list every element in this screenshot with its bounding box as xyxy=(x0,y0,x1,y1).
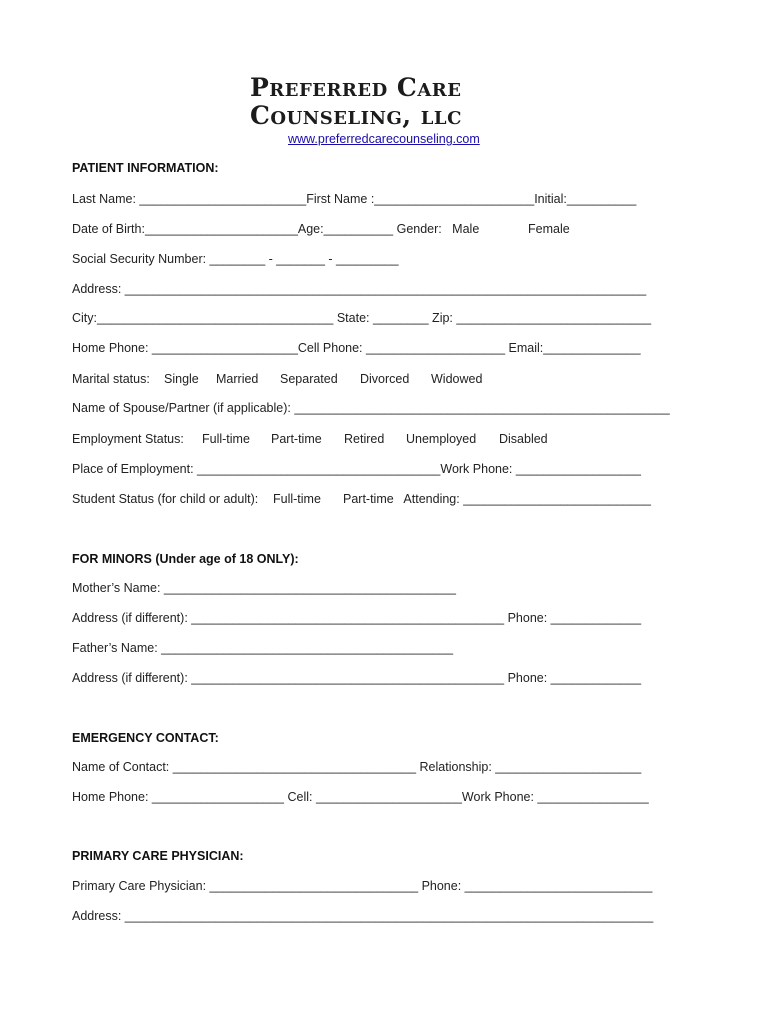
marital-option-single[interactable]: Single xyxy=(164,372,199,386)
spouse-line[interactable] xyxy=(72,401,670,415)
address-text: Address: ___________________________________________________________________________ xyxy=(72,282,647,296)
section-title-primary-care-physician: PRIMARY CARE PHYSICIAN: xyxy=(72,849,244,863)
emergency-contact-line[interactable] xyxy=(72,760,641,774)
physician-name-text: Primary Care Physician: ______________________________ Phone: ___________________________ xyxy=(72,879,653,893)
mother-name-text: Mother’s Name: __________________________________________ xyxy=(72,581,456,595)
physician-address-line[interactable] xyxy=(72,909,653,923)
form-header xyxy=(250,74,710,130)
phone-email-line[interactable] xyxy=(72,341,641,355)
mother-address-line[interactable] xyxy=(72,611,641,625)
city-state-zip-text: City:__________________________________ State: ________ Zip: ____________________________ xyxy=(72,311,652,325)
emergency-contact-text: Name of Contact: ___________________________________ Relationship: _____________________ xyxy=(72,760,642,774)
student-status-label: Student Status (for child or adult): xyxy=(72,492,259,506)
phone-email-text: Home Phone: _____________________Cell Phone: ____________________ Email:______________ xyxy=(72,341,641,355)
marital-option-widowed[interactable]: Widowed xyxy=(431,372,483,386)
emergency-phone-line[interactable] xyxy=(72,790,649,804)
name-fields-line[interactable] xyxy=(72,192,636,206)
dob-age-gender-text: Date of Birth:______________________Age:__________ Gender: Male xyxy=(72,222,480,236)
father-address-text: Address (if different): _____________________________________________ Phone: _____________ xyxy=(72,671,642,685)
student-option-full-time[interactable]: Full-time xyxy=(273,492,321,506)
employment-status-label: Employment Status: xyxy=(72,432,184,446)
marital-option-divorced[interactable]: Divorced xyxy=(360,372,410,386)
mother-name-line[interactable] xyxy=(72,581,456,595)
city-state-zip-line[interactable] xyxy=(72,311,651,325)
website-link[interactable]: www.preferredcarecounseling.com xyxy=(288,132,480,146)
place-of-employment-line[interactable] xyxy=(72,462,641,476)
ssn-line[interactable] xyxy=(72,252,399,266)
physician-address-text: Address: ____________________________________________________________________________ xyxy=(72,909,654,923)
ssn-text: Social Security Number: ________ - _______ - _________ xyxy=(72,252,399,266)
father-name-text: Father’s Name: __________________________________________ xyxy=(72,641,454,655)
employment-option-full-time[interactable]: Full-time xyxy=(202,432,250,446)
name-fields-text: Last Name: ________________________First Name :_______________________Initial:__________ xyxy=(72,192,637,206)
gender-option-female[interactable]: Female xyxy=(528,222,570,236)
father-name-line[interactable] xyxy=(72,641,453,655)
marital-option-married[interactable]: Married xyxy=(216,372,259,386)
mother-address-text: Address (if different): _____________________________________________ Phone: _____________ xyxy=(72,611,642,625)
address-line[interactable] xyxy=(72,282,646,296)
emergency-phone-text: Home Phone: ___________________ Cell: _____________________Work Phone: ________________ xyxy=(72,790,649,804)
employment-option-retired[interactable]: Retired xyxy=(344,432,385,446)
spouse-text: Name of Spouse/Partner (if applicable): ______________________________________________________ xyxy=(72,401,670,415)
section-title-minors: FOR MINORS (Under age of 18 ONLY): xyxy=(72,552,299,566)
place-of-employment-text: Place of Employment: ___________________________________Work Phone: __________________ xyxy=(72,462,642,476)
practice-name-line-1: Preferred Care xyxy=(250,73,462,102)
marital-option-separated[interactable]: Separated xyxy=(280,372,338,386)
section-title-emergency-contact: EMERGENCY CONTACT: xyxy=(72,731,219,745)
employment-option-disabled[interactable]: Disabled xyxy=(499,432,548,446)
student-option-part-time-attending[interactable]: Part-time Attending: ___________________________ xyxy=(343,492,651,506)
employment-option-unemployed[interactable]: Unemployed xyxy=(406,432,477,446)
physician-name-line[interactable] xyxy=(72,879,652,893)
marital-status-label: Marital status: xyxy=(72,372,150,386)
dob-age-gender-line[interactable] xyxy=(72,222,570,236)
employment-option-part-time[interactable]: Part-time xyxy=(271,432,322,446)
father-address-line[interactable] xyxy=(72,671,641,685)
section-title-patient-information: PATIENT INFORMATION: xyxy=(72,161,219,175)
practice-name-line-2: Counseling, llc xyxy=(250,101,462,130)
